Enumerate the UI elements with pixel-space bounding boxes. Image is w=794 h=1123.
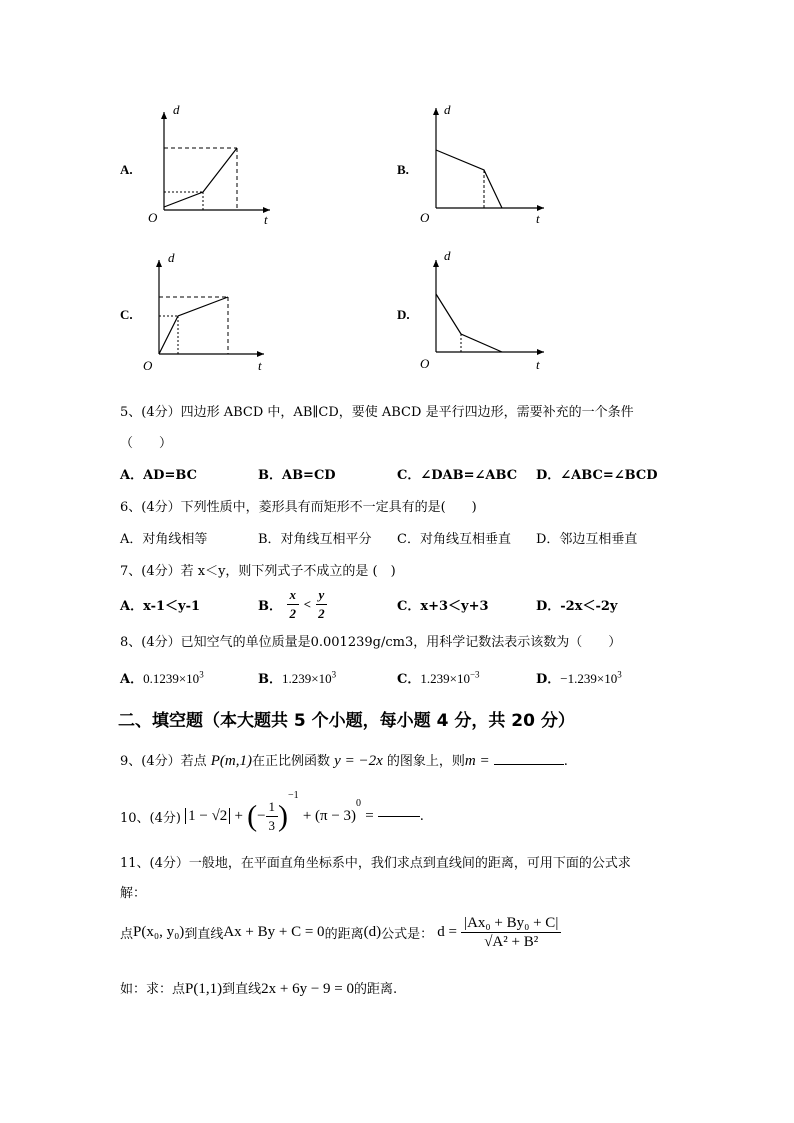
- q8-option-d-exp: 3: [617, 669, 622, 680]
- graph-a-x-axis-label: t: [264, 212, 268, 227]
- q10: [120, 790, 424, 835]
- q8-option-c-value: 1.239×10: [420, 671, 470, 686]
- q11-example-to: 到直线: [222, 982, 262, 997]
- q6-option-a[interactable]: A．对角线相等: [120, 532, 208, 547]
- q11-example-prefix: 如：求：点: [120, 982, 186, 997]
- graph-b: [414, 100, 554, 235]
- q6-option-b[interactable]: B．对角线互相平分: [258, 532, 372, 547]
- q8-option-b-label: B．: [258, 672, 282, 687]
- q8-option-a-exp: 3: [199, 669, 204, 680]
- q6-option-d[interactable]: D．邻边互相垂直: [536, 532, 638, 547]
- graph-d: [414, 248, 554, 378]
- graph-d-y-axis-label: d: [444, 248, 451, 263]
- q6-option-c[interactable]: C．对角线互相垂直: [397, 532, 511, 547]
- q11-formula-prefix: 点: [120, 927, 134, 942]
- q11-example-point: P(1,1): [185, 981, 223, 997]
- graph-d-x-axis-label: t: [536, 357, 540, 372]
- q10-neg: −: [257, 808, 266, 824]
- q11-numerator: |Ax₀ + By₀ + C|: [461, 914, 561, 933]
- graph-c-y-axis-label: d: [168, 250, 175, 265]
- q5-option-a[interactable]: A．AD=BC: [120, 468, 197, 483]
- q5-stem: 5、(4分）四边形 ABCD 中，AB∥CD，要使 ABCD 是平行四边形，需要补充的一个条件: [120, 405, 634, 420]
- q7-option-a[interactable]: A．x-1＜y-1: [120, 599, 201, 614]
- q9: [120, 750, 568, 770]
- q11-example-end: 的距离.: [354, 982, 398, 997]
- q8-option-b-value: 1.239×10: [282, 671, 332, 686]
- q11-line-eq: Ax + By + C = 0: [223, 924, 325, 940]
- q8-option-c[interactable]: [397, 668, 480, 687]
- q10-paren-open: (: [247, 799, 258, 833]
- q10-prefix: 10、(4分): [120, 811, 181, 826]
- graph-b-x-axis-label: t: [536, 211, 540, 226]
- q10-paren-close: ): [278, 799, 289, 833]
- graph-c-origin: O: [143, 358, 153, 373]
- q8-option-d[interactable]: [536, 668, 622, 687]
- q11-point: P(x₀, y₀): [133, 924, 185, 940]
- q8-option-c-exp: −3: [469, 669, 480, 680]
- q8-stem: 8、(4分）已知空气的单位质量是0.001239g/cm3，用科学记数法表示该数为（ ）: [120, 635, 622, 650]
- graph-c-x-axis-label: t: [258, 358, 262, 373]
- graph-d-origin: O: [420, 356, 430, 371]
- q10-exp-zero: 0: [356, 798, 362, 809]
- q11-d-eq: d =: [437, 924, 457, 940]
- q5-option-b[interactable]: B．AB=CD: [258, 468, 336, 483]
- q8-option-a-value: 0.1239×10: [143, 671, 200, 686]
- q7-frac-right: $\frac{y}{2}$: [316, 586, 328, 623]
- q7-option-c[interactable]: C．x+3＜y+3: [397, 599, 489, 614]
- q8-option-b-exp: 3: [331, 669, 337, 680]
- q8-option-c-label: C．: [397, 672, 421, 687]
- q11-formula-is: 公式是：: [381, 927, 434, 942]
- q5-option-d[interactable]: D．∠ABC=∠BCD: [536, 468, 658, 483]
- q10-equals: =: [365, 808, 374, 824]
- q11-example: [120, 978, 397, 998]
- q10-exp-neg-one: −1: [288, 790, 299, 801]
- q11-line1: 11、(4分）一般地，在平面直角坐标系中，我们求点到直线间的距离，可用下面的公式求: [120, 856, 631, 871]
- graph-c-label: C.: [120, 307, 133, 322]
- q11-denominator: √A² + B²: [484, 934, 539, 950]
- graph-a: [140, 100, 280, 235]
- graph-d-label: D.: [397, 307, 410, 322]
- graph-c: [140, 248, 280, 378]
- graph-a-origin: O: [148, 210, 158, 225]
- q10-plus: +: [234, 808, 243, 824]
- q11-example-line: 2x + 6y − 9 = 0: [261, 981, 355, 997]
- q6-stem: 6、(4分）下列性质中，菱形具有而矩形不一定具有的是( ): [120, 500, 477, 515]
- q9-prefix: 9、(4分）若点: [120, 754, 207, 769]
- q9-function: y = −2x: [334, 753, 383, 769]
- q10-fraction: $\frac{1}{3}$: [266, 798, 279, 835]
- q9-point: P(m,1): [210, 753, 253, 769]
- q9-mid2: 的图象上，则: [386, 754, 465, 769]
- q11-line2: 解：: [120, 886, 147, 901]
- q10-pi-expr: + (π − 3): [302, 808, 357, 824]
- q11-d: (d): [363, 924, 382, 940]
- q8-option-d-label: D．: [536, 672, 561, 687]
- graph-a-y-axis-label: d: [173, 102, 180, 117]
- graph-b-origin: O: [420, 210, 430, 225]
- q11-to-line: 到直线: [184, 927, 224, 942]
- q9-end: .: [563, 754, 568, 769]
- q7-less-than: <: [303, 596, 311, 612]
- q7-stem: 7、(4分）若 x＜y，则下列式子不成立的是 ( ): [120, 564, 396, 579]
- q9-var: m =: [464, 753, 490, 769]
- q8-option-a-label: A．: [120, 672, 144, 687]
- q10-end: .: [419, 809, 424, 824]
- graph-b-label: B.: [397, 162, 409, 177]
- q7-frac-left: $\frac{x}{2}$: [287, 586, 300, 623]
- q7-option-d[interactable]: D．-2x＜-2y: [536, 599, 618, 614]
- q8-option-b[interactable]: [258, 668, 336, 687]
- q9-mid: 在正比例函数: [252, 754, 331, 769]
- q10-abs-expr: 1 − √2: [185, 808, 230, 824]
- q5-paren: （ ）: [120, 436, 173, 451]
- graph-a-label: A.: [120, 162, 133, 177]
- q7-option-b-label: B．: [258, 599, 282, 614]
- q8-option-a[interactable]: [120, 668, 204, 687]
- section-2-heading: 二、填空题（本大题共 5 个小题，每小题 4 分，共 20 分）: [118, 711, 575, 731]
- q11-dist-of: 的距离: [324, 927, 364, 942]
- q7-option-b[interactable]: [258, 586, 327, 623]
- q11-distance-fraction: [461, 914, 561, 951]
- q5-option-c[interactable]: C．∠DAB=∠ABC: [397, 468, 518, 483]
- q9-answer-blank[interactable]: [494, 764, 564, 765]
- q8-option-d-value: −1.239×10: [560, 671, 618, 686]
- graph-b-y-axis-label: d: [444, 102, 451, 117]
- q11-formula: [120, 914, 561, 951]
- q10-answer-blank[interactable]: [378, 816, 420, 817]
